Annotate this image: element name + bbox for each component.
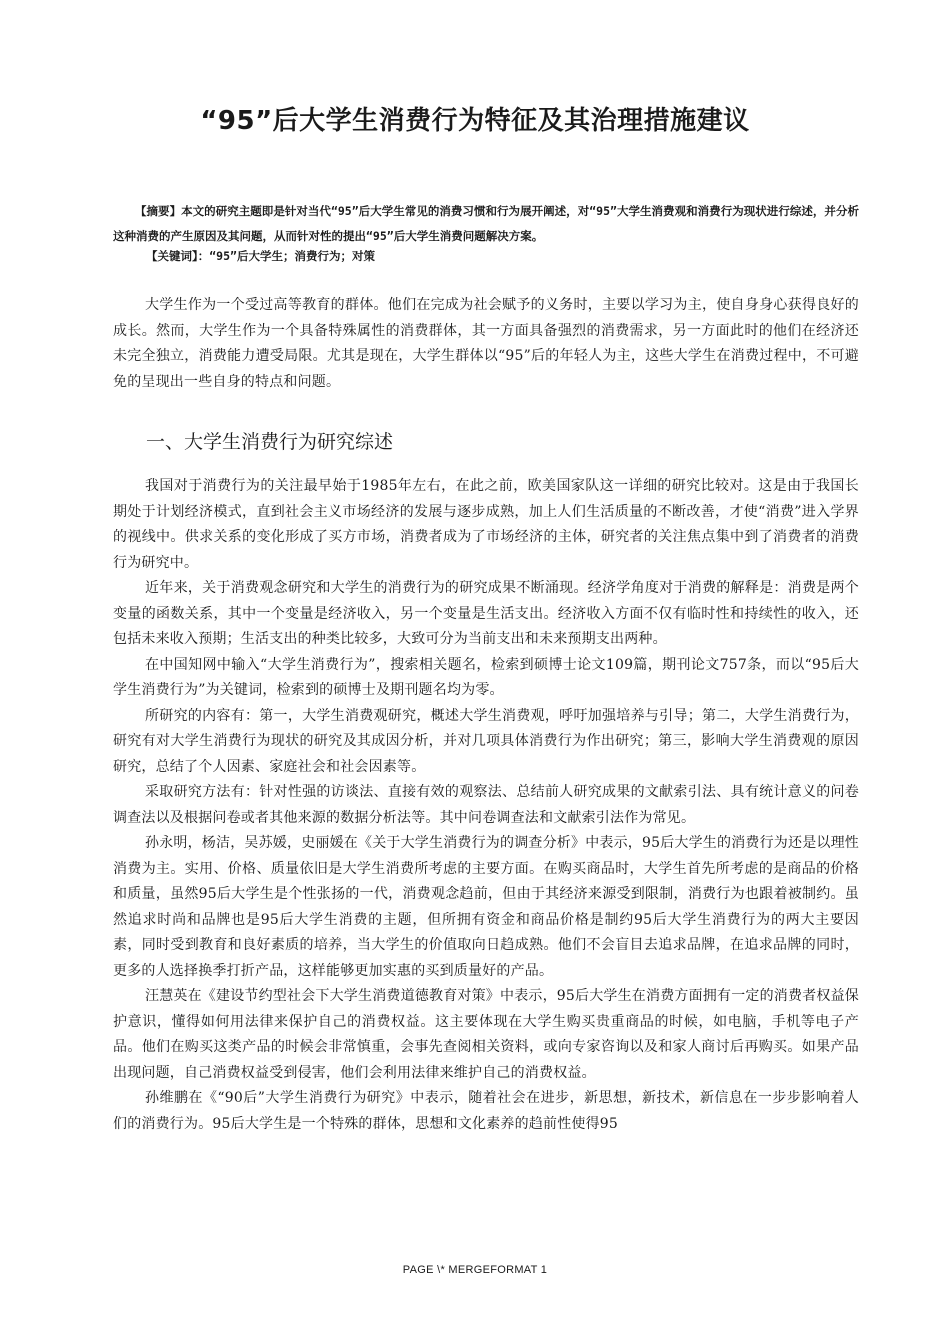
- body-paragraph: 近年来，关于消费观念研究和大学生的消费行为的研究成果不断涌现。经济学角度对于消费的解释是：消费是两个变量的函数关系，其中一个变量是经济收入，另一个变量是生活支出。经济收入方面不仅有临时性和持续性的收入，还包括未来收入预期；生活支出的种类比较多，大致可分为当前支出和未来预期支出两种。: [113, 580, 859, 647]
- body-paragraph: 孙维鹏在《“90后”大学生消费行为研究》中表示，随着社会在进步，新思想，新技术，新信息在一步步影响着人们的消费行为。95后大学生是一个特殊的群体，思想和文化素养的趋前性使得95: [113, 1090, 859, 1132]
- section-heading: 一、大学生消费行为研究综述: [146, 431, 394, 453]
- abstract-paragraph: 【摘要】本文的研究主题即是针对当代“95”后大学生常见的消费习惯和行为展开阐述，对“95”大学生消费观和消费行为现状进行综述，并分析这种消费的产生原因及其问题，从而针对性的提出“95”后大学生消费问题解决方案。: [113, 204, 859, 243]
- body-paragraph: 我国对于消费行为的关注最早始于1985年左右，在此之前，欧美国家队这一详细的研究比较对。这是由于我国长期处于计划经济模式，直到社会主义市场经济的发展与逐步成熟，加上人们生活质量的不断改善，才使“消费”进入学界的视线中。供求关系的变化形成了买方市场，消费者成为了市场经济的主体，研究者的关注焦点集中到了消费者的消费行为研究中。: [113, 478, 859, 571]
- page-footer: PAGE \* MERGEFORMAT 1: [402, 1264, 548, 1276]
- intro-section: [113, 293, 859, 395]
- section-body: [113, 474, 859, 1137]
- body-paragraph: 采取研究方法有：针对性强的访谈法、直接有效的观察法、总结前人研究成果的文献索引法、具有统计意义的问卷调查法以及根据问卷或者其他来源的数据分析法等。其中问卷调查法和文献索引法作为常见。: [113, 784, 859, 826]
- body-paragraph: 所研究的内容有：第一，大学生消费观研究，概述大学生消费观，呼吁加强培养与引导；第二，大学生消费行为，研究有对大学生消费行为现状的研究及其成因分析，并对几项具体消费行为作出研究；第三，影响大学生消费观的原因研究，总结了个人因素、家庭社会和社会因素等。: [113, 707, 859, 775]
- body-paragraph: 汪慧英在《建设节约型社会下大学生消费道德教育对策》中表示，95后大学生在消费方面拥有一定的消费者权益保护意识，懂得如何用法律来保护自己的消费权益。这主要体现在大学生购买贵重商品的时候，如电脑，手机等电子产品。他们在购买这类产品的时候会非常慎重，会事先查阅相关资料，或向专家咨询以及和家人商讨后再购买。如果产品出现问题，自己消费权益受到侵害，他们会利用法律来维护自己的消费权益。: [113, 988, 860, 1081]
- body-paragraph: 在中国知网中输入“大学生消费行为”，搜索相关题名，检索到硕博士论文109篇，期刊论文757条，而以“95后大学生消费行为”为关键词，检索到的硕博士及期刊题名均为零。: [113, 656, 859, 698]
- body-paragraph: 孙永明，杨洁，吴苏媛，史丽媛在《关于大学生消费行为的调查分析》中表示，95后大学生的消费行为还是以理性消费为主。实用、价格、质量依旧是大学生消费所考虑的主要方面。在购买商品时，大学生首先所考虑的是商品的价格和质量，虽然95后大学生是个性张扬的一代，消费观念趋前，但由于其经济来源受到限制，消费行为也跟着被制约。虽然追求时尚和品牌也是95后大学生消费的主题，但所拥有资金和商品价格是制约95后大学生消费行为的两大主要因素，同时受到教育和良好素质的培养，当大学生的价值取向日趋成熟。他们不会盲目去追求品牌，在追求品牌的同时，更多的人选择换季打折产品，这样能够更加实惠的买到质量好的产品。: [113, 835, 860, 979]
- intro-paragraph: 大学生作为一个受过高等教育的群体。他们在完成为社会赋予的义务时，主要以学习为主，使自身身心获得良好的成长。然而，大学生作为一个具备特殊属性的消费群体，其一方面具备强烈的消费需求，另一方面此时的他们在经济还未完全独立，消费能力遭受局限。尤其是现在，大学生群体以“95”后的年轻人为主，这些大学生在消费过程中，不可避免的呈现出一些自身的特点和问题。: [113, 297, 859, 390]
- document-title: “95”后大学生消费行为特征及其治理措施建议: [200, 106, 750, 136]
- keywords-line: 【关键词】：“95”后大学生；消费行为；对策: [146, 249, 375, 263]
